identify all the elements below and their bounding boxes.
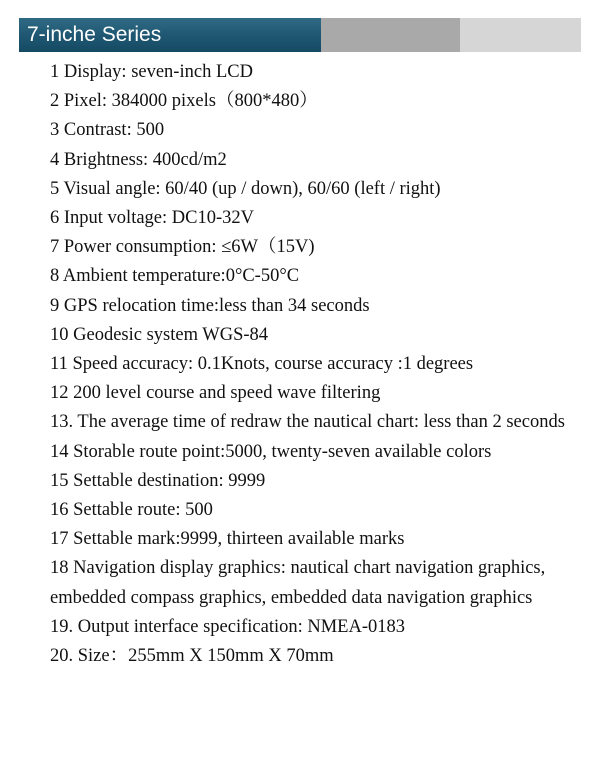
spec-item-9: 9 GPS relocation time:less than 34 seconds: [50, 295, 370, 316]
spec-item-7: 7 Power consumption: ≤6W（15V): [50, 237, 315, 258]
spec-item-3: 3 Contrast: 500: [50, 120, 165, 141]
spec-item-19: 19. Output interface specification: NMEA-0183: [50, 616, 405, 637]
spec-item-14: 14 Storable route point:5000, twenty-seven available colors: [50, 441, 492, 462]
spec-item-5: 5 Visual angle: 60/40 (up / down), 60/60 (left / right): [50, 178, 441, 199]
spec-item-16: 16 Settable route: 500: [50, 500, 213, 521]
spec-item-1: 1 Display: seven-inch LCD: [50, 62, 253, 82]
spec-list: [50, 58, 585, 671]
spec-item-10: 10 Geodesic system WGS-84: [50, 324, 269, 345]
spec-item-8: 8 Ambient temperature:0°C-50°C: [50, 266, 300, 287]
section-header: [19, 18, 581, 52]
spec-item-13: 13. The average time of redraw the nautical chart: less than 2 seconds: [50, 412, 565, 433]
spec-item-4: 4 Brightness: 400cd/m2: [50, 149, 227, 170]
spec-item-6: 6 Input voltage: DC10-32V: [50, 208, 254, 229]
spec-item-12: 12 200 level course and speed wave filtering: [50, 383, 381, 404]
spec-item-20: 20. Size：255mm X 150mm X 70mm: [50, 646, 334, 667]
section-title: 7-inche Series: [19, 18, 321, 52]
spec-item-2: 2 Pixel: 384000 pixels（800*480）: [50, 91, 318, 112]
spec-item-15: 15 Settable destination: 9999: [50, 470, 266, 491]
spec-item-11: 11 Speed accuracy: 0.1Knots, course accuracy :1 degrees: [50, 354, 474, 375]
header-accent-light-gray: [460, 18, 581, 52]
spec-item-18: 18 Navigation display graphics: nautical chart navigation graphics, embedded compass graphics, embedded data navigation graphics: [50, 558, 546, 608]
spec-item-17: 17 Settable mark:9999, thirteen available marks: [50, 529, 405, 550]
header-accent-gray: [321, 18, 460, 52]
